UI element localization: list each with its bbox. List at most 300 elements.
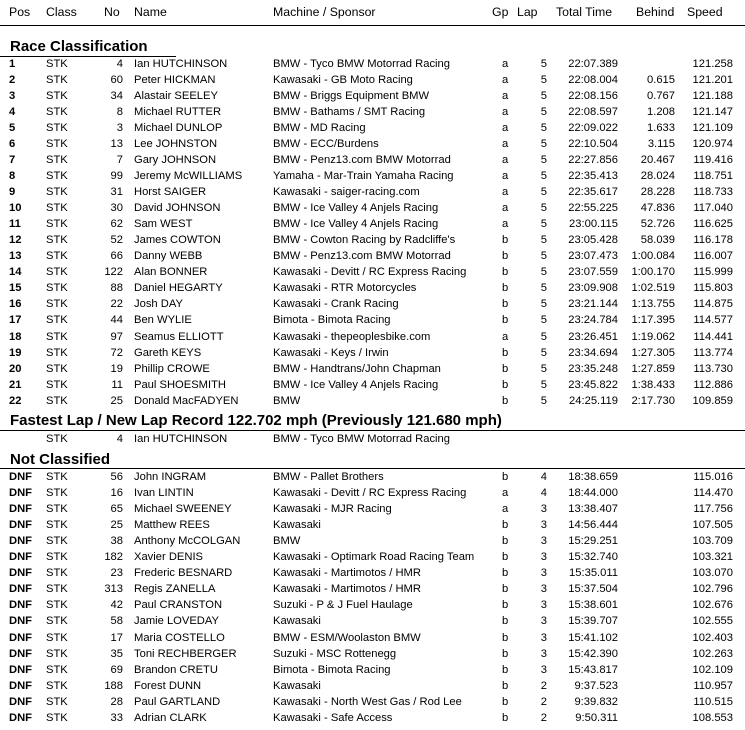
cell-pos: 11 <box>9 218 21 231</box>
cell-time: 24:25.119 <box>569 394 618 407</box>
fastest-lap-name: Ian HUTCHINSON <box>134 433 228 445</box>
cell-behind: 2:17.730 <box>631 394 675 407</box>
cell-gp: b <box>502 250 509 263</box>
cell-time: 15:41.102 <box>568 631 618 644</box>
cell-pos: 1 <box>9 58 16 70</box>
cell-time: 13:38.407 <box>568 503 618 516</box>
cell-pos: 7 <box>9 154 16 167</box>
cell-gp: b <box>502 535 509 548</box>
header-gp: Gp <box>492 5 509 19</box>
cell-pos: 20 <box>9 362 22 375</box>
cell-no: 13 <box>110 138 123 151</box>
cell-pos: DNF <box>9 551 32 564</box>
cell-lap: 3 <box>540 503 547 516</box>
cell-name: Paul SHOESMITH <box>134 378 227 391</box>
cell-machine: BMW - Pallet Brothers <box>273 471 384 483</box>
fastest-lap-class: STK <box>46 433 68 445</box>
cell-lap: 3 <box>540 583 547 596</box>
cell-time: 22:09.022 <box>568 122 618 135</box>
cell-no: 60 <box>110 74 123 87</box>
cell-lap: 4 <box>540 487 547 500</box>
cell-no: 23 <box>110 567 123 580</box>
fastest-lap-number: 4 <box>116 433 123 445</box>
dnf-row <box>0 549 745 565</box>
cell-time: 22:27.856 <box>568 154 618 167</box>
cell-no: 17 <box>110 631 123 644</box>
cell-lap: 5 <box>540 122 547 135</box>
cell-pos: DNF <box>9 711 32 724</box>
cell-time: 15:42.390 <box>568 647 618 660</box>
cell-name: Michael DUNLOP <box>134 122 223 135</box>
cell-speed: 110.515 <box>693 695 733 708</box>
cell-machine: Kawasaki - North West Gas / Rod Lee <box>273 695 462 708</box>
cell-lap: 5 <box>540 58 547 70</box>
cell-time: 14:56.444 <box>568 519 618 532</box>
cell-speed: 121.147 <box>692 106 733 119</box>
race-result-row <box>0 88 745 104</box>
race-classification-title: Race Classification <box>10 38 148 55</box>
cell-gp: a <box>502 503 509 516</box>
race-result-row <box>0 152 745 168</box>
cell-cls: STK <box>46 362 68 375</box>
dnf-row <box>0 613 745 629</box>
cell-name: Jeremy McWILLIAMS <box>134 170 243 183</box>
cell-machine: BMW - MD Racing <box>273 122 366 135</box>
cell-lap: 5 <box>540 106 547 119</box>
cell-pos: DNF <box>9 679 32 692</box>
cell-speed: 115.803 <box>693 282 733 295</box>
cell-name: Alan BONNER <box>134 266 208 279</box>
cell-machine: BMW - ECC/Burdens <box>273 138 379 151</box>
cell-behind: 1.633 <box>647 122 675 135</box>
cell-machine: Kawasaki - Keys / Irwin <box>273 346 389 359</box>
cell-pos: DNF <box>9 471 32 483</box>
cell-speed: 115.016 <box>693 471 733 483</box>
cell-cls: STK <box>46 138 68 151</box>
fastest-lap-machine: BMW - Tyco BMW Motorrad Racing <box>273 433 450 445</box>
race-result-row <box>0 280 745 296</box>
cell-cls: STK <box>46 250 68 263</box>
cell-cls: STK <box>46 186 68 199</box>
cell-cls: STK <box>46 170 68 183</box>
cell-time: 23:45.822 <box>568 378 618 391</box>
cell-time: 23:00.115 <box>569 218 618 231</box>
dnf-row <box>0 678 745 694</box>
cell-lap: 5 <box>540 330 547 343</box>
cell-time: 9:50.311 <box>575 711 618 724</box>
cell-time: 15:43.817 <box>568 663 618 676</box>
cell-name: Gareth KEYS <box>134 346 202 359</box>
cell-behind: 1:38.433 <box>631 378 675 391</box>
cell-lap: 5 <box>540 266 547 279</box>
cell-pos: DNF <box>9 503 32 516</box>
cell-time: 23:07.473 <box>568 250 618 263</box>
cell-no: 28 <box>110 695 123 708</box>
race-result-row <box>0 184 745 200</box>
cell-gp: b <box>502 378 509 391</box>
fastest-lap-row <box>0 431 745 447</box>
dnf-row <box>0 597 745 613</box>
cell-time: 9:39.832 <box>574 695 618 708</box>
cell-speed: 118.751 <box>693 170 733 183</box>
cell-speed: 103.070 <box>692 567 733 580</box>
cell-lap: 4 <box>540 471 547 483</box>
cell-machine: BMW - Bathams / SMT Racing <box>273 106 426 119</box>
race-result-row <box>0 104 745 120</box>
cell-gp: a <box>502 58 509 70</box>
cell-time: 22:08.156 <box>568 90 618 103</box>
cell-gp: a <box>502 330 509 343</box>
cell-time: 15:29.251 <box>568 535 618 548</box>
cell-cls: STK <box>46 535 68 548</box>
cell-cls: STK <box>46 663 68 676</box>
cell-name: John INGRAM <box>134 471 207 483</box>
race-result-row <box>0 377 745 393</box>
header-speed: Speed <box>687 5 723 19</box>
cell-behind: 1:27.305 <box>631 346 675 359</box>
cell-no: 58 <box>110 615 123 628</box>
cell-gp: a <box>502 138 509 151</box>
cell-no: 11 <box>111 378 123 391</box>
cell-no: 72 <box>110 346 123 359</box>
race-result-row <box>0 216 745 232</box>
cell-time: 15:38.601 <box>568 599 618 612</box>
cell-behind: 1:02.519 <box>631 282 675 295</box>
cell-cls: STK <box>46 615 68 628</box>
column-header-row <box>0 3 745 21</box>
cell-name: Matthew REES <box>134 519 210 532</box>
cell-pos: DNF <box>9 519 32 532</box>
cell-no: 30 <box>110 202 123 215</box>
cell-speed: 102.263 <box>692 647 733 660</box>
cell-lap: 5 <box>540 250 547 263</box>
cell-machine: Bimota - Bimota Racing <box>273 314 391 327</box>
cell-gp: b <box>502 266 509 279</box>
cell-speed: 121.201 <box>692 74 733 87</box>
cell-no: 7 <box>116 154 123 167</box>
cell-behind: 1.208 <box>647 106 675 119</box>
race-result-row <box>0 296 745 312</box>
cell-speed: 110.957 <box>693 679 733 692</box>
cell-lap: 3 <box>540 663 547 676</box>
cell-gp: b <box>502 567 509 580</box>
cell-lap: 5 <box>540 170 547 183</box>
cell-cls: STK <box>46 234 68 247</box>
cell-speed: 102.403 <box>692 631 733 644</box>
cell-time: 22:10.504 <box>568 138 618 151</box>
cell-name: Ben WYLIE <box>134 314 192 327</box>
cell-pos: DNF <box>9 567 32 580</box>
cell-speed: 121.109 <box>692 122 733 135</box>
cell-cls: STK <box>46 583 68 596</box>
cell-lap: 3 <box>540 647 547 660</box>
cell-name: Seamus ELLIOTT <box>134 330 224 343</box>
cell-time: 15:39.707 <box>568 615 618 628</box>
header-machine: Machine / Sponsor <box>273 5 376 19</box>
cell-pos: 4 <box>9 106 16 119</box>
cell-no: 16 <box>110 487 123 500</box>
race-result-row <box>0 168 745 184</box>
cell-behind: 1:17.395 <box>631 314 675 327</box>
cell-machine: Suzuki - P & J Fuel Haulage <box>273 599 413 612</box>
cell-no: 33 <box>110 711 123 724</box>
cell-name: Paul GARTLAND <box>134 695 221 708</box>
cell-name: Adrian CLARK <box>134 711 207 724</box>
cell-speed: 107.505 <box>692 519 733 532</box>
cell-name: Anthony McCOLGAN <box>134 535 241 548</box>
cell-behind: 3.115 <box>647 138 675 151</box>
cell-gp: b <box>502 282 509 295</box>
cell-time: 23:35.248 <box>568 362 618 375</box>
cell-pos: DNF <box>9 535 32 548</box>
race-result-row <box>0 248 745 264</box>
cell-behind: 47.836 <box>640 202 675 215</box>
cell-name: Forest DUNN <box>134 679 202 692</box>
cell-name: Toni RECHBERGER <box>134 647 237 660</box>
cell-name: Sam WEST <box>134 218 193 231</box>
cell-gp: b <box>502 599 509 612</box>
cell-gp: a <box>502 90 509 103</box>
header-behind: Behind <box>636 5 675 19</box>
cell-cls: STK <box>46 631 68 644</box>
dnf-row <box>0 710 745 726</box>
cell-name: Alastair SEELEY <box>134 90 218 103</box>
cell-lap: 5 <box>540 346 547 359</box>
cell-no: 313 <box>104 583 123 596</box>
cell-machine: Kawasaki - Devitt / RC Express Racing <box>273 266 467 279</box>
cell-no: 25 <box>110 519 123 532</box>
cell-gp: b <box>502 346 509 359</box>
cell-pos: 15 <box>9 282 22 295</box>
cell-behind: 20.467 <box>640 154 675 167</box>
cell-pos: 16 <box>9 298 22 311</box>
cell-machine: Kawasaki - Devitt / RC Express Racing <box>273 487 467 500</box>
cell-pos: DNF <box>9 647 32 660</box>
cell-time: 22:55.225 <box>568 202 618 215</box>
cell-name: David JOHNSON <box>134 202 221 215</box>
cell-pos: 17 <box>9 314 22 327</box>
cell-name: Gary JOHNSON <box>134 154 217 167</box>
cell-time: 9:37.523 <box>574 679 618 692</box>
cell-no: 8 <box>116 106 123 119</box>
cell-speed: 121.258 <box>692 58 733 70</box>
cell-speed: 109.859 <box>692 394 733 407</box>
cell-pos: 9 <box>9 186 16 199</box>
cell-no: 19 <box>110 362 123 375</box>
cell-speed: 119.416 <box>693 154 733 167</box>
cell-cls: STK <box>46 106 68 119</box>
cell-gp: b <box>502 631 509 644</box>
cell-no: 99 <box>110 170 123 183</box>
cell-pos: 14 <box>9 266 22 279</box>
cell-lap: 5 <box>540 234 547 247</box>
cell-lap: 2 <box>540 695 547 708</box>
cell-no: 69 <box>110 663 123 676</box>
cell-name: Daniel HEGARTY <box>134 282 223 295</box>
cell-gp: b <box>502 471 509 483</box>
cell-machine: Kawasaki - Martimotos / HMR <box>273 567 421 580</box>
race-result-row <box>0 200 745 216</box>
cell-speed: 114.875 <box>693 298 733 311</box>
cell-behind: 0.767 <box>647 90 675 103</box>
cell-behind: 1:19.062 <box>631 330 675 343</box>
cell-pos: 8 <box>9 170 16 183</box>
cell-name: Peter HICKMAN <box>134 74 216 87</box>
cell-cls: STK <box>46 647 68 660</box>
cell-lap: 5 <box>540 138 547 151</box>
cell-speed: 102.555 <box>692 615 733 628</box>
cell-machine: Kawasaki - GB Moto Racing <box>273 74 413 87</box>
cell-cls: STK <box>46 551 68 564</box>
cell-cls: STK <box>46 695 68 708</box>
race-result-row <box>0 393 745 409</box>
cell-pos: DNF <box>9 695 32 708</box>
cell-no: 56 <box>110 471 123 483</box>
cell-no: 34 <box>110 90 123 103</box>
dnf-row <box>0 565 745 581</box>
cell-time: 23:34.694 <box>568 346 618 359</box>
dnf-row <box>0 646 745 662</box>
cell-time: 15:32.740 <box>568 551 618 564</box>
cell-pos: 13 <box>9 250 22 263</box>
fastest-lap-title: Fastest Lap / New Lap Record 122.702 mph (Previously 121.680 mph) <box>10 412 502 429</box>
dnf-row <box>0 630 745 646</box>
cell-speed: 120.974 <box>692 138 733 151</box>
cell-lap: 5 <box>540 394 547 407</box>
cell-machine: BMW - Penz13.com BMW Motorrad <box>273 250 451 263</box>
cell-no: 25 <box>110 394 123 407</box>
cell-gp: b <box>502 679 509 692</box>
cell-machine: Kawasaki - thepeoplesbike.com <box>273 330 431 343</box>
cell-cls: STK <box>46 487 68 500</box>
cell-speed: 112.886 <box>693 378 733 391</box>
cell-lap: 5 <box>540 186 547 199</box>
cell-speed: 103.321 <box>692 551 733 564</box>
cell-machine: Bimota - Bimota Racing <box>273 663 391 676</box>
cell-gp: b <box>502 647 509 660</box>
cell-speed: 102.109 <box>692 663 733 676</box>
cell-behind: 1:00.170 <box>631 266 675 279</box>
cell-speed: 117.040 <box>693 202 733 215</box>
cell-cls: STK <box>46 330 68 343</box>
cell-time: 23:21.144 <box>568 298 618 311</box>
cell-cls: STK <box>46 599 68 612</box>
cell-time: 23:09.908 <box>568 282 618 295</box>
cell-pos: DNF <box>9 487 32 500</box>
cell-name: Paul CRANSTON <box>134 599 223 612</box>
cell-machine: Kawasaki <box>273 615 321 628</box>
cell-time: 18:38.659 <box>568 471 618 483</box>
cell-cls: STK <box>46 378 68 391</box>
cell-machine: BMW - Handtrans/John Chapman <box>273 362 441 375</box>
race-result-row <box>0 120 745 136</box>
cell-pos: 18 <box>9 330 22 343</box>
cell-no: 38 <box>110 535 123 548</box>
dnf-row <box>0 485 745 501</box>
cell-gp: b <box>502 394 509 407</box>
cell-cls: STK <box>46 346 68 359</box>
cell-name: Frederic BESNARD <box>134 567 233 580</box>
cell-gp: a <box>502 170 509 183</box>
cell-speed: 121.188 <box>692 90 733 103</box>
cell-name: Ivan LINTIN <box>134 487 194 500</box>
cell-machine: BMW - Ice Valley 4 Anjels Racing <box>273 378 439 391</box>
race-result-row <box>0 232 745 248</box>
cell-speed: 116.625 <box>693 218 733 231</box>
cell-machine: BMW - ESM/Woolaston BMW <box>273 631 421 644</box>
cell-name: Xavier DENIS <box>134 551 204 564</box>
cell-lap: 3 <box>540 599 547 612</box>
cell-name: James COWTON <box>134 234 221 247</box>
cell-behind: 28.024 <box>640 170 675 183</box>
cell-no: 97 <box>110 330 123 343</box>
cell-name: Horst SAIGER <box>134 186 207 199</box>
cell-gp: b <box>502 362 509 375</box>
cell-name: Michael SWEENEY <box>134 503 232 516</box>
cell-machine: Kawasaki - Martimotos / HMR <box>273 583 421 596</box>
cell-machine: Kawasaki - Crank Racing <box>273 298 399 311</box>
race-result-row <box>0 72 745 88</box>
dnf-row <box>0 694 745 710</box>
cell-name: Lee JOHNSTON <box>134 138 218 151</box>
dnf-row <box>0 469 745 485</box>
cell-machine: BMW - Tyco BMW Motorrad Racing <box>273 58 450 70</box>
cell-gp: b <box>502 314 509 327</box>
cell-cls: STK <box>46 282 68 295</box>
race-result-row <box>0 361 745 377</box>
cell-pos: 6 <box>9 138 16 151</box>
cell-gp: b <box>502 551 509 564</box>
cell-lap: 3 <box>540 535 547 548</box>
cell-no: 188 <box>104 679 123 692</box>
cell-time: 22:35.617 <box>568 186 618 199</box>
cell-lap: 5 <box>540 298 547 311</box>
cell-gp: b <box>502 695 509 708</box>
cell-no: 122 <box>104 266 123 279</box>
cell-time: 23:05.428 <box>568 234 618 247</box>
cell-lap: 5 <box>540 90 547 103</box>
cell-time: 22:35.413 <box>568 170 618 183</box>
cell-cls: STK <box>46 202 68 215</box>
cell-lap: 3 <box>540 615 547 628</box>
cell-gp: b <box>502 583 509 596</box>
cell-gp: a <box>502 202 509 215</box>
cell-no: 52 <box>110 234 123 247</box>
cell-no: 35 <box>110 647 123 660</box>
cell-lap: 3 <box>540 519 547 532</box>
cell-lap: 2 <box>540 711 547 724</box>
cell-no: 66 <box>110 250 123 263</box>
cell-pos: 12 <box>9 234 22 247</box>
cell-cls: STK <box>46 394 68 407</box>
race-result-row <box>0 312 745 328</box>
cell-machine: Yamaha - Mar-Train Yamaha Racing <box>273 170 454 183</box>
cell-no: 22 <box>110 298 123 311</box>
cell-speed: 102.796 <box>692 583 733 596</box>
cell-pos: 5 <box>9 122 16 135</box>
cell-speed: 116.178 <box>693 234 733 247</box>
cell-cls: STK <box>46 74 68 87</box>
header-name: Name <box>134 5 167 19</box>
cell-speed: 116.007 <box>693 250 733 263</box>
cell-machine: BMW <box>273 535 301 548</box>
cell-behind: 0.615 <box>647 74 675 87</box>
cell-speed: 102.676 <box>692 599 733 612</box>
cell-behind: 1:00.084 <box>631 250 675 263</box>
cell-time: 15:35.011 <box>569 567 618 580</box>
cell-lap: 2 <box>540 679 547 692</box>
cell-no: 44 <box>110 314 123 327</box>
